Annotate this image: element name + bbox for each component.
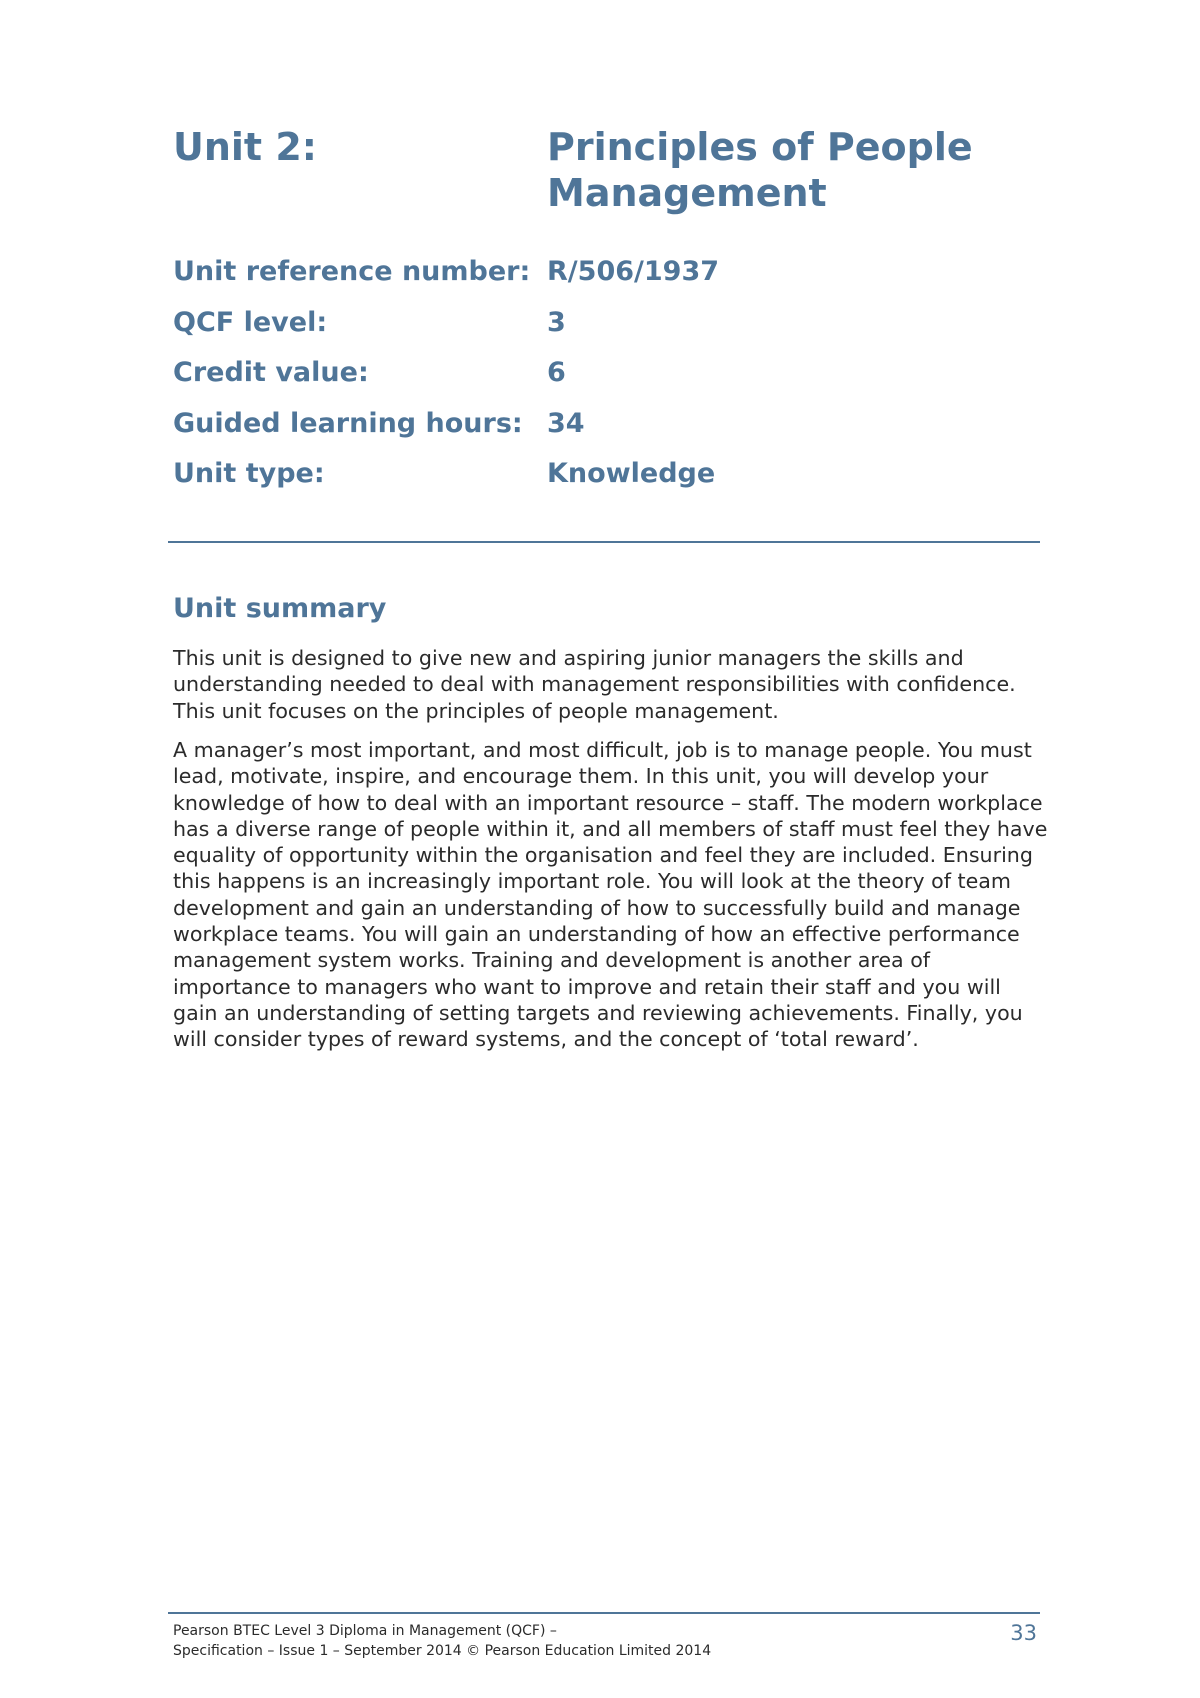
page-number: 33	[1010, 1621, 1037, 1645]
meta-value: 3	[547, 307, 566, 338]
summary-paragraph: This unit is designed to give new and aspiring junior managers the skills and understanding needed to deal with management responsibilities with confidence. This unit focuses on the principles of people management.	[173, 646, 1016, 723]
meta-value: R/506/1937	[547, 256, 720, 287]
summary-paragraph: A manager’s most important, and most difficult, job is to manage people. You must lead, motivate, inspire, and encourage them. In this unit, you will develop your knowledge of how to deal with an important resource – staff. The modern workplace has a diverse range of people within it, and all members of staff must feel they have equality of opportunity within the organisation and feel they are included. Ensuring this happens is an increasingly important role. You will look at the theory of team development and gain an understanding of how to successfully build and manage workplace teams. You will gain an understanding of how an effective performance management system works. Training and development is another area of importance to managers who want to improve and retain their staff and you will gain an understanding of setting targets and reviewing achievements. Finally, you will consider types of reward systems, and the concept of ‘total reward’.	[173, 738, 1048, 1052]
meta-label: Credit value:	[173, 357, 369, 388]
unit-title-heading: Principles of People Management	[547, 125, 973, 215]
meta-label: Guided learning hours:	[173, 408, 523, 439]
footer-divider	[168, 1612, 1040, 1614]
unit-summary-heading: Unit summary	[173, 593, 387, 624]
footer-specification-line: Specification – Issue 1 – September 2014 © Pearson Education Limited 2014	[173, 1643, 712, 1659]
meta-label: Unit type:	[173, 458, 325, 489]
meta-label: QCF level:	[173, 307, 328, 338]
unit-number-heading: Unit 2:	[173, 125, 317, 169]
meta-label: Unit reference number:	[173, 256, 531, 287]
meta-value: Knowledge	[547, 458, 716, 489]
meta-value: 6	[547, 357, 566, 388]
section-divider	[168, 541, 1040, 543]
meta-value: 34	[547, 408, 585, 439]
footer-document-title: Pearson BTEC Level 3 Diploma in Management (QCF) –	[173, 1623, 557, 1639]
